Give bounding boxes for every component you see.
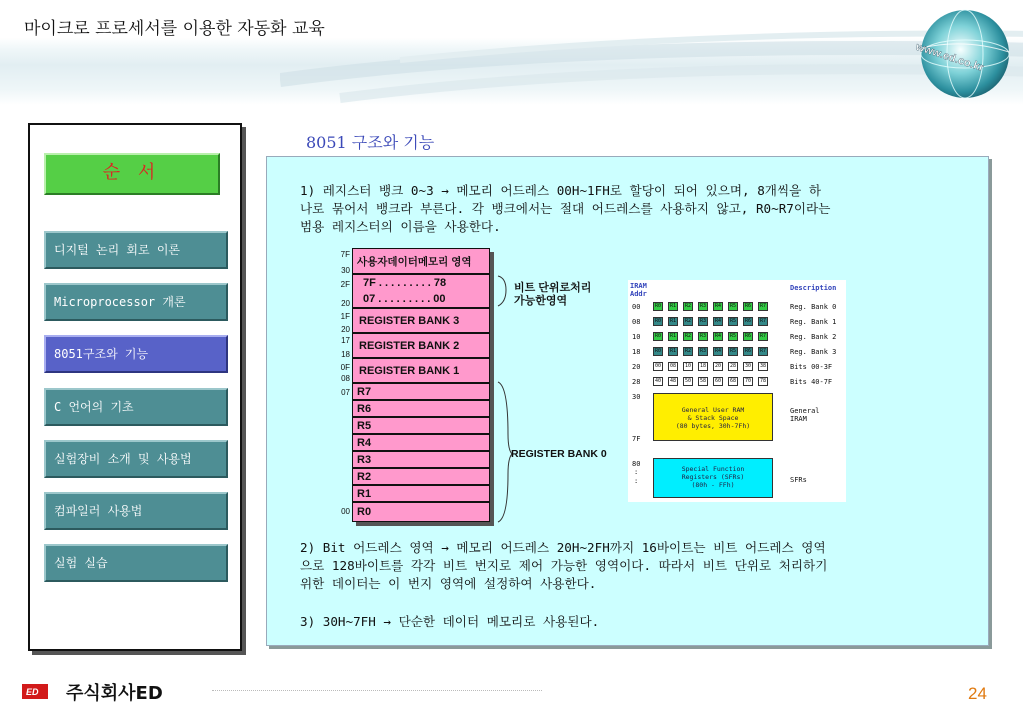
para2-line: 위한 데이터는 이 번지 영역에 설정하여 사용한다. — [300, 576, 597, 591]
general-ram-line: General User RAM — [681, 406, 745, 414]
general-ram-line: (80 bytes, 30h-7Fh) — [675, 422, 751, 430]
section-title: 8051 구조와 기능 — [306, 133, 435, 152]
iram-description-header: Description — [790, 284, 837, 292]
iram-cell: R4 — [714, 303, 722, 309]
register-r5: R5 — [352, 417, 490, 434]
bit-row-top: 7F . . . . . . . . . 78 — [363, 277, 447, 289]
nav-item-microprocessor[interactable]: Microprocessor 개론 — [44, 283, 228, 321]
register-r7: R7 — [352, 383, 490, 400]
iram-cell: 28 — [729, 363, 737, 369]
iram-cell: 10 — [684, 363, 692, 369]
paragraph-data-memory: 3) 30H~7FH → 단순한 데이터 메모리로 사용된다. — [300, 614, 600, 629]
iram-addr: 20 — [632, 363, 641, 371]
register-r6: R6 — [352, 400, 490, 417]
addr-label: 7F — [340, 250, 350, 259]
register-r3: R3 — [352, 451, 490, 468]
iram-cell: 58 — [699, 378, 707, 384]
iram-desc: Reg. Bank 1 — [790, 318, 837, 326]
iram-cell: R1 — [669, 318, 677, 324]
iram-cell: 08 — [669, 363, 677, 369]
company-name: 주식회사ED — [66, 683, 163, 703]
addr-label: 08 — [341, 374, 350, 383]
iram-cell: R2 — [684, 333, 692, 339]
iram-addr: : — [634, 468, 639, 476]
iram-desc: Reg. Bank 0 — [790, 303, 837, 311]
general-ram-box — [653, 393, 773, 441]
para1-line: 1) 레지스터 뱅크 0~3 → 메모리 어드레스 00H~1FH로 할당이 되어 있으며, 8개씩을 하 — [300, 183, 822, 198]
register-bank-3-box: REGISTER BANK 3 — [352, 308, 490, 333]
iram-desc: Bits 00-3F — [790, 363, 833, 371]
iram-cell: 20 — [714, 363, 722, 369]
iram-cell: R5 — [729, 318, 737, 324]
addr-label: 00 — [341, 507, 350, 516]
order-heading-button[interactable]: 순 서 — [44, 153, 220, 195]
iram-cell: R2 — [684, 348, 692, 354]
iram-cell: R7 — [759, 333, 767, 339]
iram-addr: 18 — [632, 348, 641, 356]
nav-item-8051-structure[interactable]: 8051구조와 기능 — [44, 335, 228, 373]
iram-cell: 50 — [684, 378, 692, 384]
logo-globe-icon — [905, 8, 1015, 100]
register-bank-1-box: REGISTER BANK 1 — [352, 358, 490, 383]
header-banner — [0, 0, 1023, 105]
iram-cell: R1 — [669, 303, 677, 309]
iram-cell: R4 — [714, 333, 722, 339]
iram-cell: R0 — [654, 333, 662, 339]
iram-cell: R5 — [729, 348, 737, 354]
iram-cell: 78 — [759, 378, 767, 384]
iram-cell: R6 — [744, 303, 752, 309]
iram-cell: R6 — [744, 333, 752, 339]
footer-divider — [212, 690, 542, 691]
iram-cell: 38 — [759, 363, 767, 369]
logo-badge-text: ED — [26, 687, 39, 697]
iram-cell: 60 — [714, 378, 722, 384]
iram-cell: 30 — [744, 363, 752, 369]
nav-item-digital-logic[interactable]: 디지털 논리 회로 이론 — [44, 231, 228, 269]
iram-cell: 48 — [669, 378, 677, 384]
iram-desc: Bits 40-7F — [790, 378, 833, 386]
iram-addr: 00 — [632, 303, 641, 311]
register-r2: R2 — [352, 468, 490, 485]
addr-label: 1F — [340, 312, 350, 321]
register-bank-0-label: REGISTER BANK 0 — [511, 448, 607, 460]
para1-line: 나로 묶어서 뱅크라 부른다. 각 뱅크에서는 절대 어드레스를 사용하지 않고, R0~R7이라는 — [300, 201, 831, 216]
general-ram-line: & Stack Space — [687, 414, 739, 422]
paragraph-register-bank — [300, 182, 965, 236]
iram-cell: R1 — [669, 333, 677, 339]
iram-cell: R2 — [684, 318, 692, 324]
navigation-panel — [28, 123, 242, 651]
para2-line: 2) Bit 어드레스 영역 → 메모리 어드레스 20H~2FH까지 16바이트는 비트 어드레스 영역 — [300, 540, 826, 555]
iram-cell: R5 — [729, 333, 737, 339]
iram-desc: Reg. Bank 2 — [790, 333, 837, 341]
iram-cell: 00 — [654, 363, 662, 369]
memory-map-diagram — [334, 248, 624, 526]
para2-line: 으로 128바이트를 각각 비트 번지로 제어 가능한 영역이다. 따라서 비트 단위로 처리하기 — [300, 558, 828, 573]
iram-cell: R7 — [759, 318, 767, 324]
para1-line: 범용 레지스터의 이름을 사용한다. — [300, 219, 501, 234]
header-title: 마이크로 프로세서를 이용한 자동화 교육 — [24, 19, 325, 39]
bit-addressable-box — [352, 274, 490, 308]
bit-note-line: 가능한영역 — [514, 295, 568, 307]
sfr-box — [653, 458, 773, 498]
iram-cell: R4 — [714, 318, 722, 324]
page-number: 24 — [968, 684, 987, 703]
iram-desc: SFRs — [790, 476, 807, 484]
iram-cell: R0 — [654, 303, 662, 309]
register-bank-2-box: REGISTER BANK 2 — [352, 333, 490, 358]
iram-cell: R3 — [699, 348, 707, 354]
iram-desc: General — [790, 407, 820, 415]
iram-desc: IRAM — [790, 415, 807, 423]
iram-cell: R1 — [669, 348, 677, 354]
iram-desc: Reg. Bank 3 — [790, 348, 837, 356]
iram-addr: 80 — [632, 460, 641, 468]
iram-cell: R3 — [699, 303, 707, 309]
iram-cell: 40 — [654, 378, 662, 384]
iram-cell: R0 — [654, 348, 662, 354]
iram-cell: R7 — [759, 348, 767, 354]
iram-cell: 70 — [744, 378, 752, 384]
nav-item-c-basics[interactable]: C 언어의 기초 — [44, 388, 228, 426]
iram-header: IRAM — [630, 282, 647, 290]
addr-label: 2F — [340, 280, 350, 289]
logo-text: www.ed.co.kr — [914, 40, 986, 75]
paragraph-bit-address — [300, 539, 965, 593]
register-r0: R0 — [352, 502, 490, 522]
iram-cell: R7 — [759, 303, 767, 309]
bit-row-bottom: 07 . . . . . . . . . 00 — [363, 293, 446, 305]
nav-item-equipment[interactable]: 실험장비 소개 및 사용법 — [44, 440, 228, 478]
brace-icon — [494, 274, 514, 524]
iram-cell: 18 — [699, 363, 707, 369]
addr-label: 20 — [341, 299, 350, 308]
iram-cell: R5 — [729, 303, 737, 309]
nav-item-compiler[interactable]: 컴파일러 사용법 — [44, 492, 228, 530]
bit-note-line: 비트 단위로처리 — [514, 282, 592, 294]
iram-addr: 28 — [632, 378, 641, 386]
register-r1: R1 — [352, 485, 490, 502]
addr-label: 0F — [340, 363, 350, 372]
iram-cell: R0 — [654, 318, 662, 324]
iram-cell: R6 — [744, 318, 752, 324]
register-r4: R4 — [352, 434, 490, 451]
addr-label: 17 — [341, 336, 350, 345]
company-logo — [22, 679, 202, 703]
sfr-line: Registers (SFRs) — [681, 473, 745, 481]
addr-label: 30 — [341, 266, 350, 275]
iram-map-diagram — [628, 280, 846, 502]
sfr-line: (80h - FFh) — [691, 481, 735, 489]
iram-cell: R4 — [714, 348, 722, 354]
iram-cell: R3 — [699, 333, 707, 339]
iram-addr: 10 — [632, 333, 641, 341]
iram-cell: R3 — [699, 318, 707, 324]
sfr-line: Special Function — [681, 465, 745, 473]
iram-addr: : — [634, 477, 639, 485]
iram-addr: 30 — [632, 393, 641, 401]
user-data-memory-box: 사용자데이터메모리 영역 — [352, 248, 490, 274]
addr-label: 07 — [341, 388, 350, 397]
addr-label: 20 — [341, 325, 350, 334]
iram-header: Addr — [630, 290, 647, 298]
addr-label: 18 — [341, 350, 350, 359]
iram-cell: R2 — [684, 303, 692, 309]
nav-item-lab-practice[interactable]: 실험 실습 — [44, 544, 228, 582]
iram-cell: 68 — [729, 378, 737, 384]
iram-cell: R6 — [744, 348, 752, 354]
iram-addr: 08 — [632, 318, 641, 326]
iram-addr: 7F — [632, 435, 641, 443]
